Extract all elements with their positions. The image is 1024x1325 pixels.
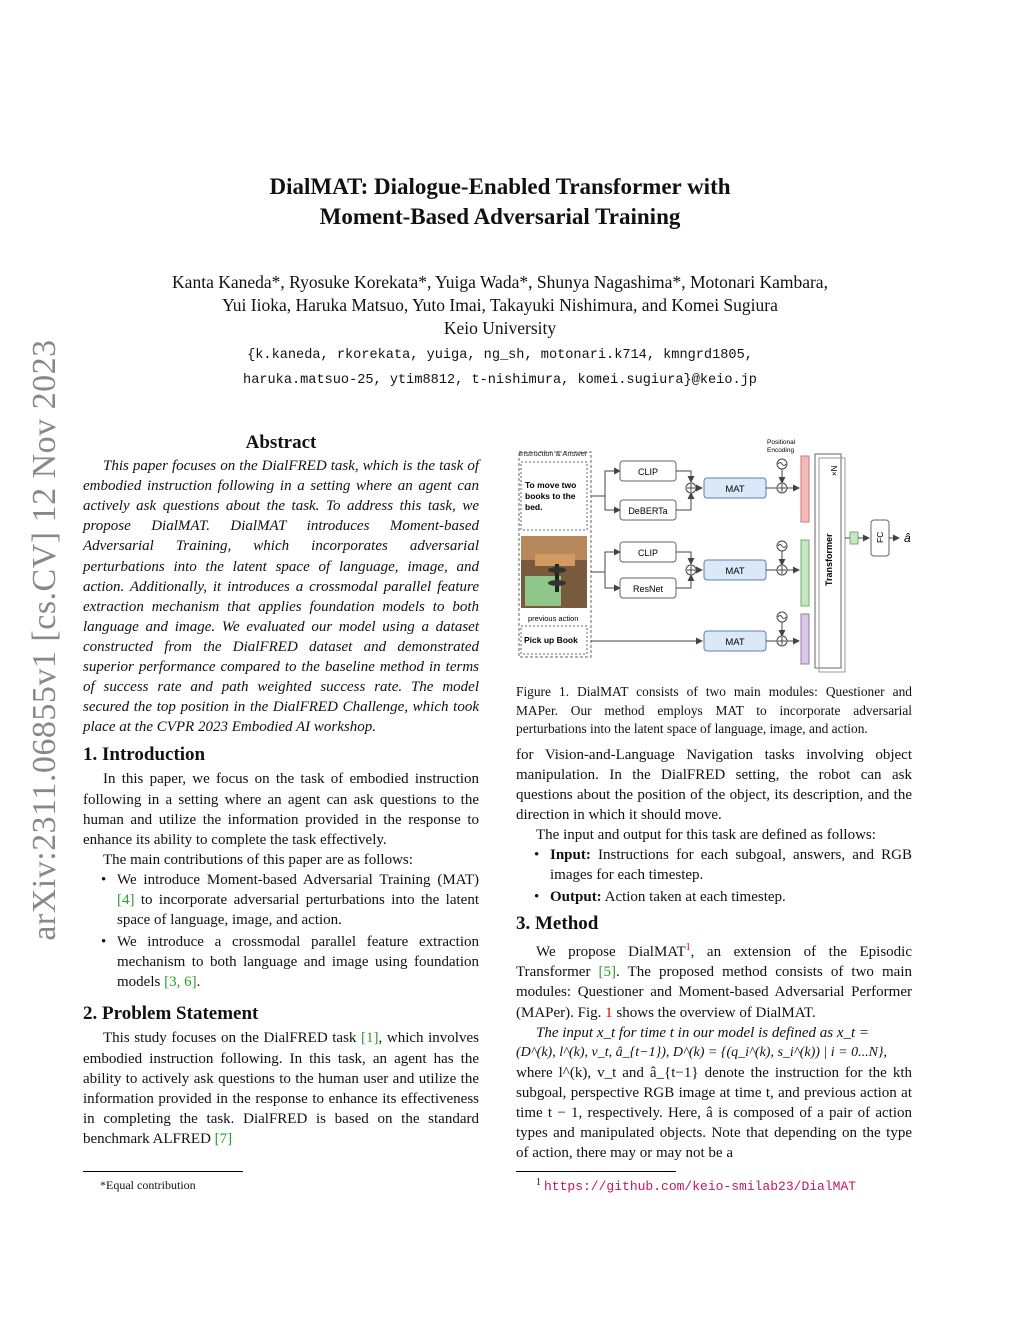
mat-label-1: MAT bbox=[725, 484, 745, 495]
previous-action-label: previous action bbox=[528, 614, 579, 623]
paper-title: DialMAT: Dialogue-Enabled Transformer with Moment-Based Adversarial Training bbox=[269, 174, 731, 229]
citation-link[interactable]: [4] bbox=[117, 891, 135, 908]
citation-link[interactable]: [7] bbox=[214, 1130, 233, 1147]
github-link[interactable]: https://github.com/keio-smilab23/DialMAT bbox=[544, 1179, 857, 1194]
footnote-url: $^1$ https://github.com/keio-smilab23/DialMAT bbox=[536, 1177, 857, 1194]
authors-line-2: Yui Iioka, Haruka Matsuo, Yuto Imai, Takayuki Nishimura, and Komei Sugiura bbox=[222, 295, 778, 315]
list-item: • Input: Instructions for each subgoal, answers, and RGB images for each timestep. bbox=[516, 845, 912, 885]
right-column bbox=[516, 683, 912, 1163]
problem-continuation: for Vision-and-Language Navigation tasks involving object manipulation. In the DialFRED setting, the robot can ask questions about the position of the object, its description, and the direction in which it should move. bbox=[516, 746, 912, 823]
authors-line-1: Kanta Kaneda*, Ryosuke Korekata*, Yuiga Wada*, Shunya Nagashima*, Motonari Kambara, bbox=[172, 272, 828, 292]
list-item: • We introduce Moment-based Adversarial Training (MAT) [4] to incorporate adversarial perturbations into the latent space of language, image, and action. bbox=[83, 870, 479, 930]
cls-token bbox=[850, 532, 858, 544]
intro-paragraph: In this paper, we focus on the task of embodied instruction following in a setting where an agent can ask questions to the human and utilize the information provided in the response to enhance its ability to complete the task effectively. bbox=[83, 771, 479, 848]
method-paragraph-1: We propose DialMAT$^1$, an extension of the Episodic Transformer [5]. The proposed method consists of two main modules: Questioner and Moment-based Adversarial Performer (MAPer). Fig. 1 shows the overview of DialMAT. bbox=[516, 942, 913, 1021]
arxiv-stamp: arXiv:2311.06855v1 [cs.CV] 12 Nov 2023 bbox=[26, 339, 63, 941]
footnote-link[interactable]: 1 bbox=[685, 942, 691, 954]
method-equation-line-1: The input x_t for time t in our model is defined as x_t = bbox=[536, 1024, 870, 1041]
abstract-text: This paper focuses on the DialFRED task, which is the task of embodied instruction following in a setting where an agent can actively ask questions about the task. To address this task, we propose DialMAT. DialMAT introduces Moment-based Adversarial Training, which incorporates adversarial perturbations into the latent space of language, image, and action. Additionally, it introduces a crossmodal parallel feature extraction mechanism that applies foundation models to both language and image. We evaluated our model using a dataset constructed from the DialFRED dataset and demonstrated superior performance compared to the baseline method in terms of success rate and path weighted success rate. The model secured the top position in the DialFRED Challenge, which took place at the CVPR 2023 Embodied AI workshop. bbox=[83, 458, 479, 736]
figure-link[interactable]: 1 bbox=[605, 1004, 613, 1021]
citation-link[interactable]: [3, 6] bbox=[164, 974, 197, 991]
list-item: • Output: Action taken at each timestep. bbox=[516, 887, 912, 907]
author-block bbox=[0, 271, 1000, 340]
method-heading: 3. Method bbox=[516, 913, 599, 935]
email-block: {k.kaneda, rkorekata, yuiga, ng_sh, motonari.k714, kmngrd1805, haruka.matsuo-25, ytim8812, t-nishimura, komei.sugiura}@keio.jp bbox=[243, 348, 757, 388]
contribution-list bbox=[83, 870, 479, 993]
clip-text-label: CLIP bbox=[637, 467, 659, 477]
method-equation-line-2: (D^(k), l^(k), v_t, â_{t−1}), D^(k) = {(q_i^(k), s_i^(k)) | i = 0...N}, bbox=[516, 1044, 888, 1060]
mat-label-2: MAT bbox=[725, 566, 745, 577]
instruction-text: books to the bbox=[525, 491, 576, 501]
transformer-label: Transformer bbox=[824, 533, 834, 586]
positional-encoding-sym-3 bbox=[777, 612, 787, 622]
embedding-column-red bbox=[801, 456, 809, 522]
figure-caption: Figure 1. DialMAT consists of two main modules: Questioner and MAPer. Our method employs MAT to incorporate adversarial perturbations into the latent space of language, image, and action. bbox=[516, 684, 912, 736]
problem-paragraph: This study focuses on the DialFRED task [1], which involves embodied instruction following. In this task, an agent has the ability to actively ask questions to the human user and utilize the information provided in the response to enhance its effectiveness in completing the task. DialFRED is based on the standard benchmark ALFRED [7] bbox=[83, 1030, 479, 1147]
io-list bbox=[516, 845, 912, 907]
svg-text:Encoding: Encoding bbox=[767, 447, 795, 454]
method-paragraph-2: where l^(k), v_t and â_{t−1} denote the instruction for the kth subgoal, perspective RGB image at time t, and previous action at time t − 1, respectively. Here, â is composed of a pair of action types and manipulated objects. Note that depending on the type of action, there may or may not be a bbox=[516, 1064, 912, 1162]
footnote-equal-contribution: *Equal contribution bbox=[100, 1178, 196, 1192]
instruction-text: To move two bbox=[525, 480, 577, 490]
resnet-label: ResNet bbox=[632, 584, 664, 594]
list-item: • We introduce a crossmodal parallel feature extraction mechanism to both language and image using foundation models [3, 6]. bbox=[83, 932, 479, 992]
citation-link[interactable]: [5] bbox=[598, 964, 617, 981]
intro-contrib-lead: The main contributions of this paper are as follows: bbox=[103, 851, 413, 868]
citation-link[interactable]: [1] bbox=[361, 1030, 379, 1047]
embedding-column-purple bbox=[801, 614, 809, 664]
footnote-rule bbox=[83, 1171, 243, 1172]
clip-image-label: CLIP bbox=[637, 548, 659, 558]
output-action-label: â bbox=[904, 531, 911, 545]
abstract-heading: Abstract bbox=[245, 432, 317, 453]
left-column bbox=[83, 433, 479, 1149]
footnote-rule-right bbox=[516, 1171, 676, 1172]
figure-diagram bbox=[515, 436, 920, 676]
previous-action-text: Pick up Book bbox=[524, 635, 578, 645]
io-definition-lead: The input and output for this task are defined as follows: bbox=[536, 826, 876, 843]
mat-label-3: MAT bbox=[725, 637, 745, 648]
positional-encoding-sym-2 bbox=[777, 541, 787, 551]
instruction-text: bed. bbox=[525, 502, 543, 512]
times-n-label: ×N bbox=[830, 465, 839, 476]
positional-encoding-sym-1 bbox=[777, 459, 787, 469]
positional-encoding-label: Positional bbox=[767, 439, 796, 446]
problem-heading: 2. Problem Statement bbox=[83, 1003, 259, 1025]
intro-heading: 1. Introduction bbox=[83, 744, 206, 766]
fc-label: FC bbox=[875, 531, 885, 543]
dialmat-architecture-diagram bbox=[515, 436, 920, 676]
instruction-answer-label: Instruction & Answer bbox=[519, 449, 588, 458]
rgb-image bbox=[521, 536, 587, 608]
affiliation: Keio University bbox=[443, 318, 557, 338]
deberta-label: DeBERTa bbox=[628, 506, 668, 516]
embedding-column-green bbox=[801, 540, 809, 606]
